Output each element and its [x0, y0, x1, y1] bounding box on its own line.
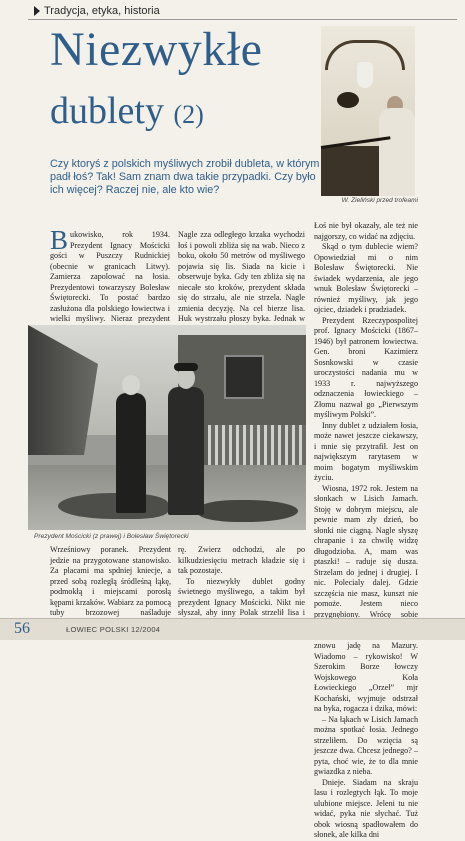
paragraph: Dnieje. Siadam na skraju lasu i rozlegtych łąk. To moje ulubione miejsce. Jeleni tu nie widać, pyka nie słychać. Tuż obok wiosną spadłowałem do słonek, ale kilka dni [314, 777, 418, 839]
column-1-bottom [50, 545, 171, 629]
paragraph: znowu jadę na Mazury. Wiadomo – rykowisko! W Szerokim Borze łowczy Wojskowego Koła Łowieckiego „Orzeł” mjr Kochański, wyjmuje odstrzał na byka, rogacza i dzika, mówi: [314, 641, 418, 713]
paragraph: Bukowisko, rok 1934. Prezydent Ignacy Mościcki gości w Puszczy Rudnickiej (obecnie w granicach Litwy). Zamierza zapolować na łosia. Prezydentowi towarzyszy Bolesław Świętorecki. To postać bardzo zasłużona dla polskiego łowiectwa i wielki myśliwy. Nieraz prezydent [50, 225, 170, 323]
trophy-caption: W. Zieliński przed trofeami [341, 197, 418, 204]
paragraph: Wiosna, 1972 rok. Jestem na słonkach w Lisich Jamach. Stoję w dobrym miejscu, ale pewnie mam zły dzień, bo słonki nie ciągną. Nagle słyszę chrapanie i za chwilę widzę długodzioba. A, mam was ptaszki! – raduje się dusza. Strzelam do jednej i drugiej. I nic. Polecialy dalej. Gdzie szczęścia nie masz, kunszt nie pomoże. Jestem nieco przygnębiony. Wrócę sobie [314, 483, 418, 619]
magazine-title: ŁOWIEC POLSKI 12/2004 [66, 625, 161, 634]
trophy-photo [321, 26, 415, 196]
paragraph: rę. Zwierz odchodzi, ale po kilkudziesięciu metrach kładzie się i tak pozostaje. [178, 545, 305, 575]
paragraph: – Na łąkach w Lisich Jamach można spotkać łosia. Jednego strzeliłem. Do wzięcia są jeszcze dwa. Chcesz jednego? – pyta, choć wie, że to dla mnie gwiazdka z nieba. [314, 714, 418, 776]
section-tag [34, 3, 160, 19]
lead-paragraph: Czy ktoryś z polskich myśliwych zrobił dubleta, w którym padł łoś? Tak! Sam znam dwa takie przypadki. Czy było ich więcej? Raczej nie, ale kto wie? [50, 158, 320, 196]
page-number: 56 [14, 620, 30, 637]
header-rule [28, 19, 457, 20]
paragraph: Łoś nie był okazały, ale też nie najgorszy, co widać na zdjęciu. [314, 221, 418, 241]
paragraph: Prezydent Rzeczypospolitej prof. Ignacy Mościcki (1867–1946) był patronem łowiectwa. Gen. broni Kazimierz Sosnkowski w czasie uroczystości nadania mu w 1933 r. najwyższego odznaczenia łowieckiego – Złomu nazwał go „Pierwszym myśliwym Polski”. [314, 315, 418, 419]
title-line-2 [50, 92, 204, 130]
title-part: (2) [173, 100, 204, 129]
title-main: dublety [50, 90, 164, 132]
section-tag-label: Tradycja, etyka, historia [44, 5, 160, 17]
historic-photo [28, 325, 306, 530]
column-3 [314, 221, 418, 841]
paragraph: Wrześniowy poranek. Prezydent jedzie na przygotowane stanowisko. Za placami ma spdniej kniecje, a przed sobą rozległą śródleśną łąkę, podmokłą i miejscami porosłą kępami krzaków. Wabiarz za pomocą tuby brzozowej naśladuje [50, 545, 171, 617]
triangle-icon [34, 6, 40, 16]
paragraph: Nagle zza odległego krzaka wychodzi łoś i powoli zbliża się na wab. Nieco z boku, około 50 metrów od myśliwego pojawia się lis. Siada na kicie i obserwuje byka. Gdy ten zbliża się na niecałe sto kroków, prezydent składa się do strzału, ale nie strzela. Nagle zmienia decyzję. Na cel bierze lisa. Huk wystrzału płoszy byka. Jednak w [178, 230, 305, 323]
title-line-1: Niezwykłe [50, 23, 263, 76]
paragraph: To niezwykły dublet godny świetnego myśliwego, a takim był prezydent Ignacy Mościcki. Nikt nie słyszał, aby inny Polak strzelił lisa i [178, 576, 305, 617]
page-footer [0, 618, 465, 640]
paragraph: Skąd o tym dublecie wiem? Opowiedział mi o nim Bolesław Świętorecki. Nie świadek wydarzenia, ale jego wnuk Bolesław Świętorecki – również myśliwy, jak jego ojciec, dziadek i pradziadek. [314, 242, 418, 314]
drop-cap: B [50, 225, 69, 255]
paragraph: Inny dublet z udziałem łosia, może nawet jeszcze ciekawszy, i mnie się przytrafił. Jest on największym rarytasem w moim bogatym myśliwskim życiu. [314, 420, 418, 482]
photo-caption: Prezydent Mościcki (z prawej) i Bolesław Świętorecki [34, 533, 189, 540]
